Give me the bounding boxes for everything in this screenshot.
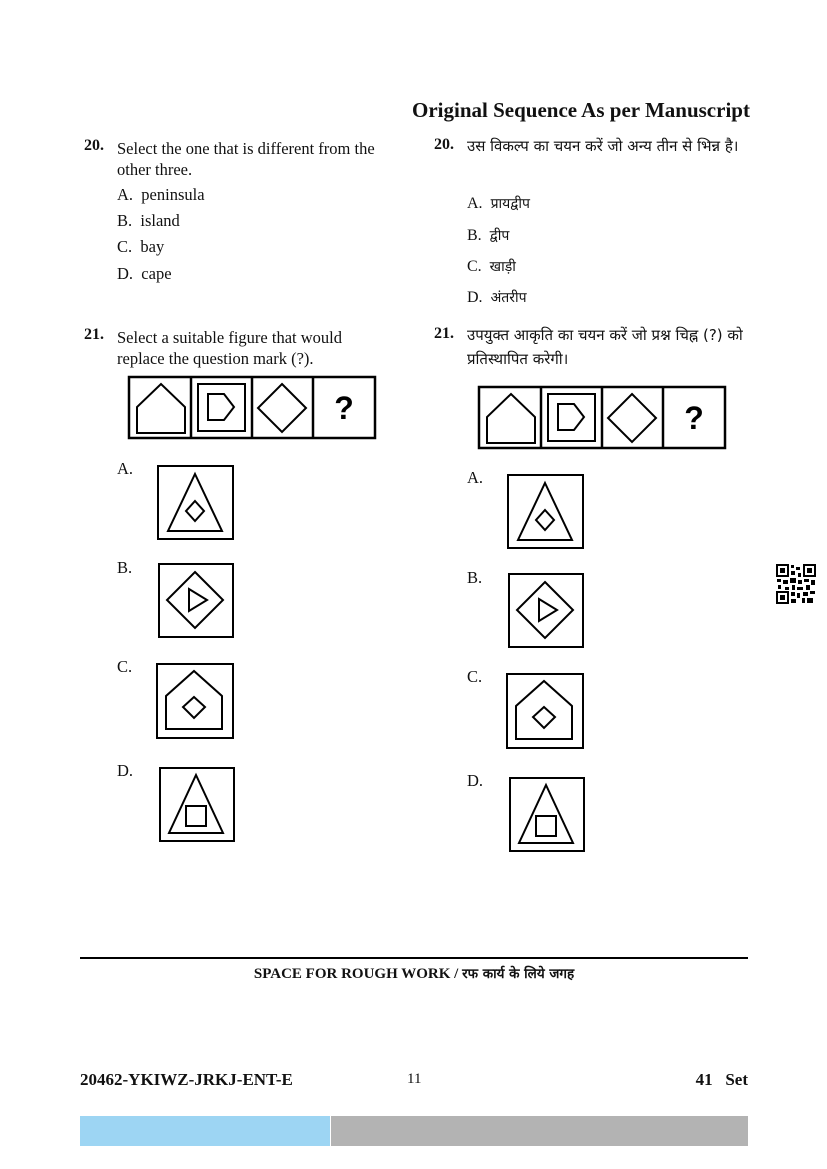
option-label: C. — [117, 237, 133, 256]
q20-option-d[interactable] — [117, 264, 172, 284]
hindi-q21-option-d-figure[interactable] — [509, 777, 585, 852]
hindi-question-20-text: उस विकल्प का चयन करें जो अन्य तीन से भिन्न है। — [467, 137, 739, 155]
hindi-question-mark: ? — [684, 400, 704, 436]
question-20-number: 20. — [84, 137, 104, 154]
q20-option-c[interactable] — [117, 237, 164, 257]
option-text: island — [140, 211, 180, 230]
option-text: खाड़ी — [489, 259, 516, 275]
option-label: D. — [117, 264, 134, 283]
q21-option-d-label: D. — [117, 761, 134, 780]
option-text: peninsula — [141, 185, 205, 204]
hindi-q21-option-b-figure[interactable] — [508, 573, 584, 648]
q21-option-c-label: C. — [117, 657, 133, 676]
q21-option-c-figure[interactable] — [156, 663, 234, 739]
q20-option-a[interactable] — [117, 185, 205, 205]
hindi-question-21-number: 21. — [434, 325, 454, 342]
option-text: bay — [140, 237, 165, 256]
option-label: B. — [117, 211, 133, 230]
question-mark: ? — [334, 390, 354, 426]
footer-bar-left — [80, 1116, 330, 1146]
set-number: 41 Set — [695, 1070, 748, 1089]
option-label: D. — [467, 289, 483, 306]
paper-code: 20462-YKIWZ-JRKJ-ENT-E — [80, 1070, 293, 1089]
rough-work-label — [80, 964, 748, 983]
q21-option-d-figure[interactable] — [159, 767, 235, 842]
option-text: द्वीप — [489, 228, 510, 244]
hindi-q20-option-b[interactable] — [467, 226, 509, 245]
option-text: प्रायद्वीप — [490, 196, 530, 212]
q20-option-b[interactable] — [117, 211, 180, 231]
question-20-text: Select the one that is different from the other three. — [117, 139, 375, 179]
rough-work-english: SPACE FOR ROUGH WORK / — [253, 966, 463, 982]
option-label: B. — [467, 227, 482, 244]
option-label: C. — [467, 258, 482, 275]
rough-work-hindi: रफ कार्य के लिये जगह — [462, 966, 575, 982]
question-21-number: 21. — [84, 326, 104, 343]
hindi-q20-option-c[interactable] — [467, 257, 516, 276]
hindi-q21-option-c-label: C. — [467, 667, 483, 686]
q21-option-b-figure[interactable] — [158, 563, 234, 638]
hindi-q20-option-d[interactable] — [467, 288, 527, 307]
qr-code-icon — [776, 564, 816, 604]
q21-option-b-label: B. — [117, 558, 133, 577]
hindi-question-20-number: 20. — [434, 136, 454, 153]
hindi-q20-option-a[interactable] — [467, 194, 530, 213]
option-label: A. — [117, 185, 134, 204]
figure-sequence — [128, 376, 376, 440]
option-text: अंतरीप — [490, 290, 527, 306]
manuscript-heading: Original Sequence As per Manuscript — [412, 98, 750, 122]
hindi-q21-option-c-figure[interactable] — [506, 673, 584, 749]
hindi-q21-option-d-label: D. — [467, 771, 484, 790]
footer-bar-right — [331, 1116, 748, 1146]
page-number: 11 — [407, 1071, 422, 1087]
hindi-q21-option-b-label: B. — [467, 568, 483, 587]
hindi-q21-option-a-figure[interactable] — [507, 474, 584, 549]
rough-work-divider — [80, 957, 748, 959]
question-21-text: Select a suitable figure that would replace the question mark (?). — [117, 328, 342, 368]
hindi-question-21-text: उपयुक्त आकृति का चयन करें जो प्रश्न चिह्न (?) को प्रतिस्थापित करेगी। — [467, 326, 743, 368]
hindi-q21-option-a-label: A. — [467, 468, 484, 487]
option-label: A. — [467, 195, 483, 212]
hindi-figure-sequence — [478, 386, 726, 450]
option-text: cape — [141, 264, 172, 283]
q21-option-a-label: A. — [117, 459, 134, 478]
q21-option-a-figure[interactable] — [157, 465, 234, 540]
